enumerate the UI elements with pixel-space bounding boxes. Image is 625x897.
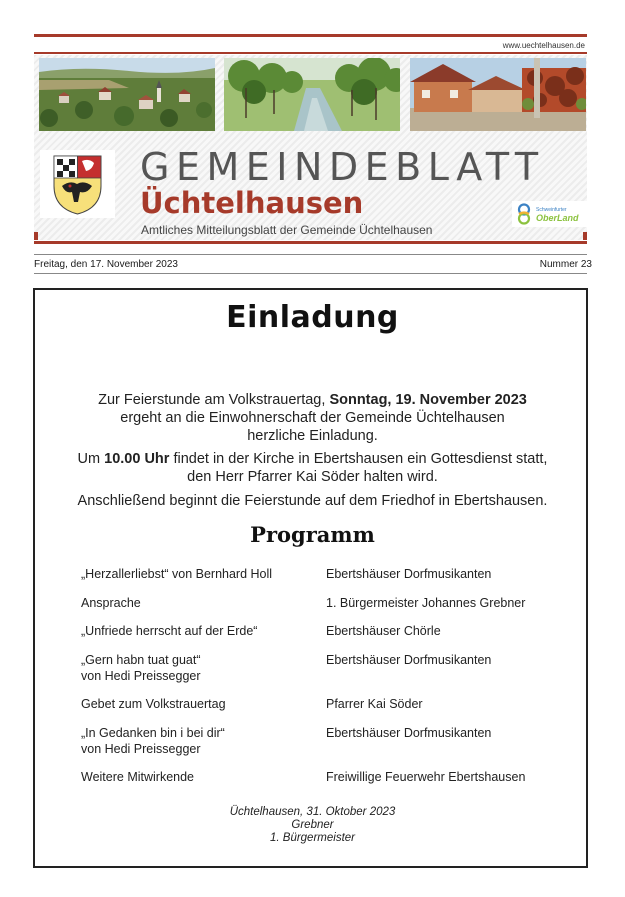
program-item: Gebet zum Volkstrauertag [81, 697, 226, 711]
signature-role: 1. Bürgermeister [269, 832, 355, 844]
program-performer: 1. Bürgermeister Johannes Grebner [326, 596, 526, 610]
intro-line-3: herzliche Einladung. [247, 428, 378, 444]
oberland-logo-line2: OberLand [536, 213, 579, 223]
signature-name: Grebner [291, 819, 334, 831]
issue-bar-top-rule [34, 254, 587, 255]
farmhouse-photo [410, 58, 586, 131]
intro-paragraph [40, 391, 585, 445]
issue-number: Nummer 23 [539, 259, 592, 270]
masthead-title: GEMEINDEBLATT [140, 145, 545, 189]
program-performer: Freiwillige Feuerwehr Ebertshausen [326, 770, 526, 784]
header-corner-left [34, 232, 38, 240]
oberland-logo-line1: Schweinfurter [536, 207, 567, 213]
program-item: „Herzallerliebst“ von Bernhard Holl [81, 567, 273, 581]
cemetery-paragraph: Anschließend beginnt die Feierstunde auf dem Friedhof in Ebertshausen. [77, 493, 548, 509]
program-item: Ansprache [81, 596, 141, 610]
program-performer: Ebertshäuser Dorfmusikanten [326, 726, 492, 740]
program-performer: Ebertshäuser Chörle [326, 624, 441, 638]
event-date: Sonntag, 19. November 2023 [329, 392, 527, 408]
header-corner-right [583, 232, 587, 240]
masthead-description: Amtliches Mitteilungsblatt der Gemeinde Üchtelhausen [141, 223, 433, 237]
website-url[interactable]: www.uechtelhausen.de [502, 41, 585, 50]
program-item: Weitere Mitwirkende [81, 770, 195, 784]
service-paragraph [40, 450, 585, 486]
header-rule [34, 52, 587, 54]
issue-bar-bottom-rule [34, 273, 587, 274]
service-text-pre: Um [77, 451, 105, 467]
invitation-heading: Einladung [226, 300, 399, 335]
coat-of-arms-icon [40, 150, 115, 218]
masthead-subtitle: Üchtelhausen [140, 186, 364, 220]
intro-line-2: ergeht an die Einwohnerschaft der Gemeinde Üchtelhausen [120, 410, 505, 426]
signature-block [0, 806, 625, 845]
program-title: Programm [250, 522, 375, 547]
service-line-2: den Herr Pfarrer Kai Söder halten wird. [187, 469, 438, 485]
header-bottom-rule [34, 241, 587, 244]
program-item: „In Gedanken bin i bei dir“ von Hedi Preissegger [81, 726, 225, 756]
program-performer: Pfarrer Kai Söder [326, 697, 423, 711]
village-landscape-photo [39, 58, 215, 131]
river-trees-photo [224, 58, 400, 131]
program-performer: Ebertshäuser Dorfmusikanten [326, 653, 492, 667]
service-time: 10.00 Uhr [104, 451, 170, 467]
service-text-post: findet in der Kirche in Ebertshausen ein Gottesdienst statt, [169, 451, 548, 467]
intro-text: Zur Feierstunde am Volkstrauertag, [98, 392, 330, 408]
top-rule [34, 34, 587, 37]
signature-place-date: Üchtelhausen, 31. Oktober 2023 [229, 806, 396, 818]
program-item: „Gern habn tuat guat“ von Hedi Preissegger [81, 653, 201, 683]
program-performer: Ebertshäuser Dorfmusikanten [326, 567, 492, 581]
issue-date: Freitag, den 17. November 2023 [34, 259, 178, 270]
oberland-logo [512, 201, 588, 227]
program-item: „Unfriede herrscht auf der Erde“ [81, 624, 258, 638]
